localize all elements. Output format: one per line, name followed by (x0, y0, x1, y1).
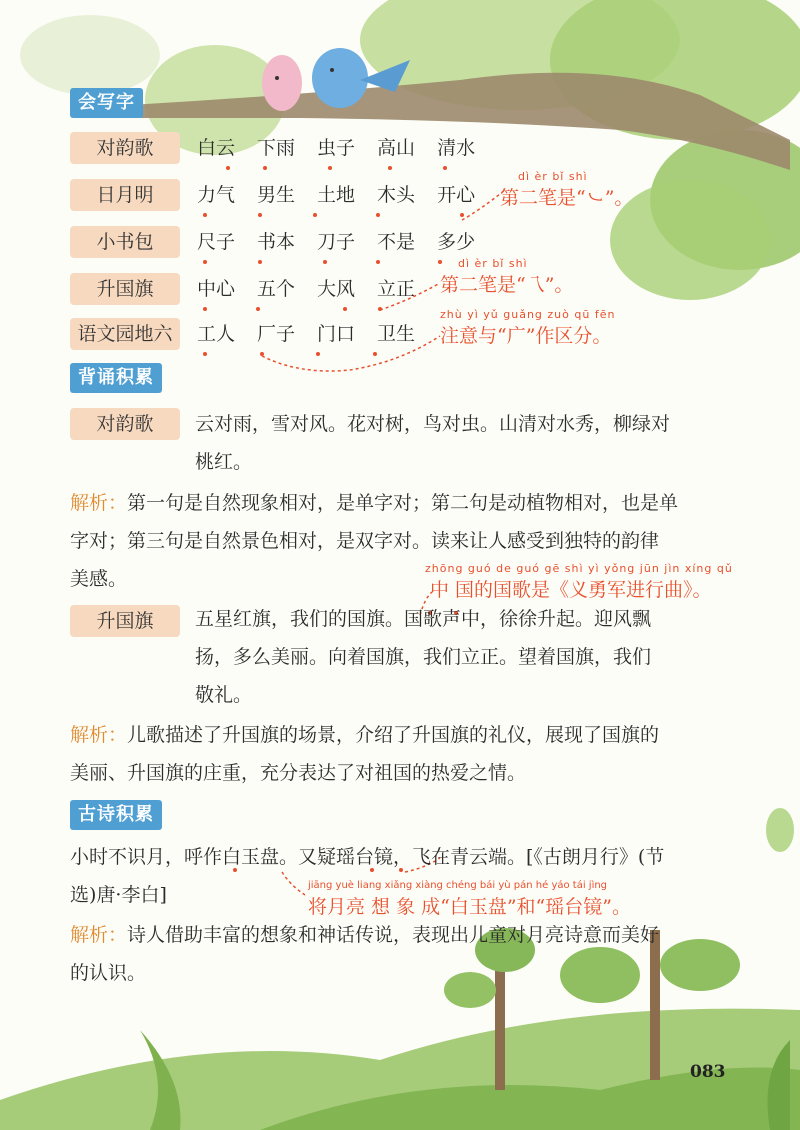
note-pinyin-fei: dì èr bǐ shì (458, 257, 528, 270)
word: 门口 (317, 323, 356, 345)
section-title-write: 会写字 (70, 88, 143, 118)
text-line: 桃红。 (195, 451, 253, 473)
poem-analysis (70, 916, 750, 992)
word: 厂子 (257, 323, 296, 345)
text-line: 字对；第三句是自然景色相对，是双字对。读来让人感受到独特的韵律 (70, 530, 660, 552)
word: 开心 (437, 184, 476, 206)
note-xin-stroke: 第二笔是“㇃”。 (500, 187, 634, 209)
text-line: 诗人借助丰富的想象和神话传说，表现出儿童对月亮诗意而美好 (127, 924, 660, 946)
note-fei-stroke: 第二笔是“乁”。 (440, 274, 574, 296)
note-pinyin-anthem: zhōng guó de guó gē shì yì yǒng jūn jìn xíng qǔ (425, 562, 733, 575)
section-title-recite: 背诵积累 (70, 363, 162, 393)
word: 尺子 (197, 231, 236, 253)
word: 下雨 (257, 137, 296, 159)
word: 卫生 (377, 323, 416, 345)
word: 木头 (377, 184, 416, 206)
word: 立正 (377, 278, 416, 300)
note-pinyin-moon: jiāng yuè liang xiǎng xiàng chéng bái yù pán hé yáo tái jìng (308, 880, 608, 891)
word: 清水 (437, 137, 476, 159)
section-title-poem: 古诗积累 (70, 800, 162, 830)
word: 不是 (377, 231, 416, 253)
recite-label-duiyunge: 对韵歌 (70, 408, 180, 440)
note-pinyin-guang: zhù yì yǔ guǎng zuò qū fēn (440, 308, 616, 321)
page-number: 083 (690, 1062, 726, 1082)
analysis-label: 解析： (70, 924, 128, 946)
text-line: 云对雨，雪对风。花对树，鸟对虫。山清对水秀，柳绿对 (195, 413, 671, 435)
word: 多少 (437, 231, 476, 253)
word: 男生 (257, 184, 296, 206)
word: 刀子 (317, 231, 356, 253)
word: 白云 (197, 137, 236, 159)
text-line: 敬礼。 (195, 684, 253, 706)
word: 土地 (317, 184, 356, 206)
row-label-yuwenyuandi: 语文园地六 (70, 318, 180, 350)
recite-shengguoqi-text (195, 600, 735, 714)
text-line: 第一句是自然现象相对，是单字对；第二句是动植物相对，也是单 (127, 492, 679, 514)
recite-shengguoqi-analysis (70, 716, 740, 792)
text-line: 美感。 (70, 568, 128, 590)
row-label-xiaoshubao: 小书包 (70, 226, 180, 258)
row-label-duiyunge: 对韵歌 (70, 132, 180, 164)
text-line: 美丽、升国旗的庄重，充分表达了对祖国的热爱之情。 (70, 762, 527, 784)
text-line: 选)唐·李白] (70, 884, 167, 906)
word: 高山 (377, 137, 416, 159)
analysis-label: 解析： (70, 724, 128, 746)
word: 工人 (197, 323, 236, 345)
note-anthem: 中 国的国歌是《义勇军进行曲》。 (430, 579, 712, 601)
text-line: 小时不识月，呼作白玉盘。又疑瑶台镜，飞在青云端。[《古朗月行》(节 (70, 846, 665, 868)
analysis-label: 解析： (70, 492, 128, 514)
recite-label-shengguoqi: 升国旗 (70, 605, 180, 637)
note-moon: 将月亮 想 象 成“白玉盘”和“瑶台镜”。 (308, 896, 631, 918)
text-line: 五星红旗，我们的国旗。国歌声中，徐徐升起。迎风飘 (195, 608, 652, 630)
word: 大风 (317, 278, 356, 300)
row-label-riyueming: 日月明 (70, 179, 180, 211)
word: 中心 (197, 278, 236, 300)
text-line: 儿歌描述了升国旗的场景，介绍了升国旗的礼仪，展现了国旗的 (127, 724, 660, 746)
note-guang: 注意与“广”作区分。 (440, 325, 612, 347)
recite-duiyunge-text (195, 405, 735, 481)
note-pinyin-xin: dì èr bǐ shì (518, 170, 588, 183)
word: 书本 (257, 231, 296, 253)
text-line: 的认识。 (70, 962, 147, 984)
word: 五个 (257, 278, 296, 300)
word: 力气 (197, 184, 236, 206)
row-label-shengguoqi: 升国旗 (70, 273, 180, 305)
word: 虫子 (317, 137, 356, 159)
text-line: 扬，多么美丽。向着国旗，我们立正。望着国旗，我们 (195, 646, 652, 668)
